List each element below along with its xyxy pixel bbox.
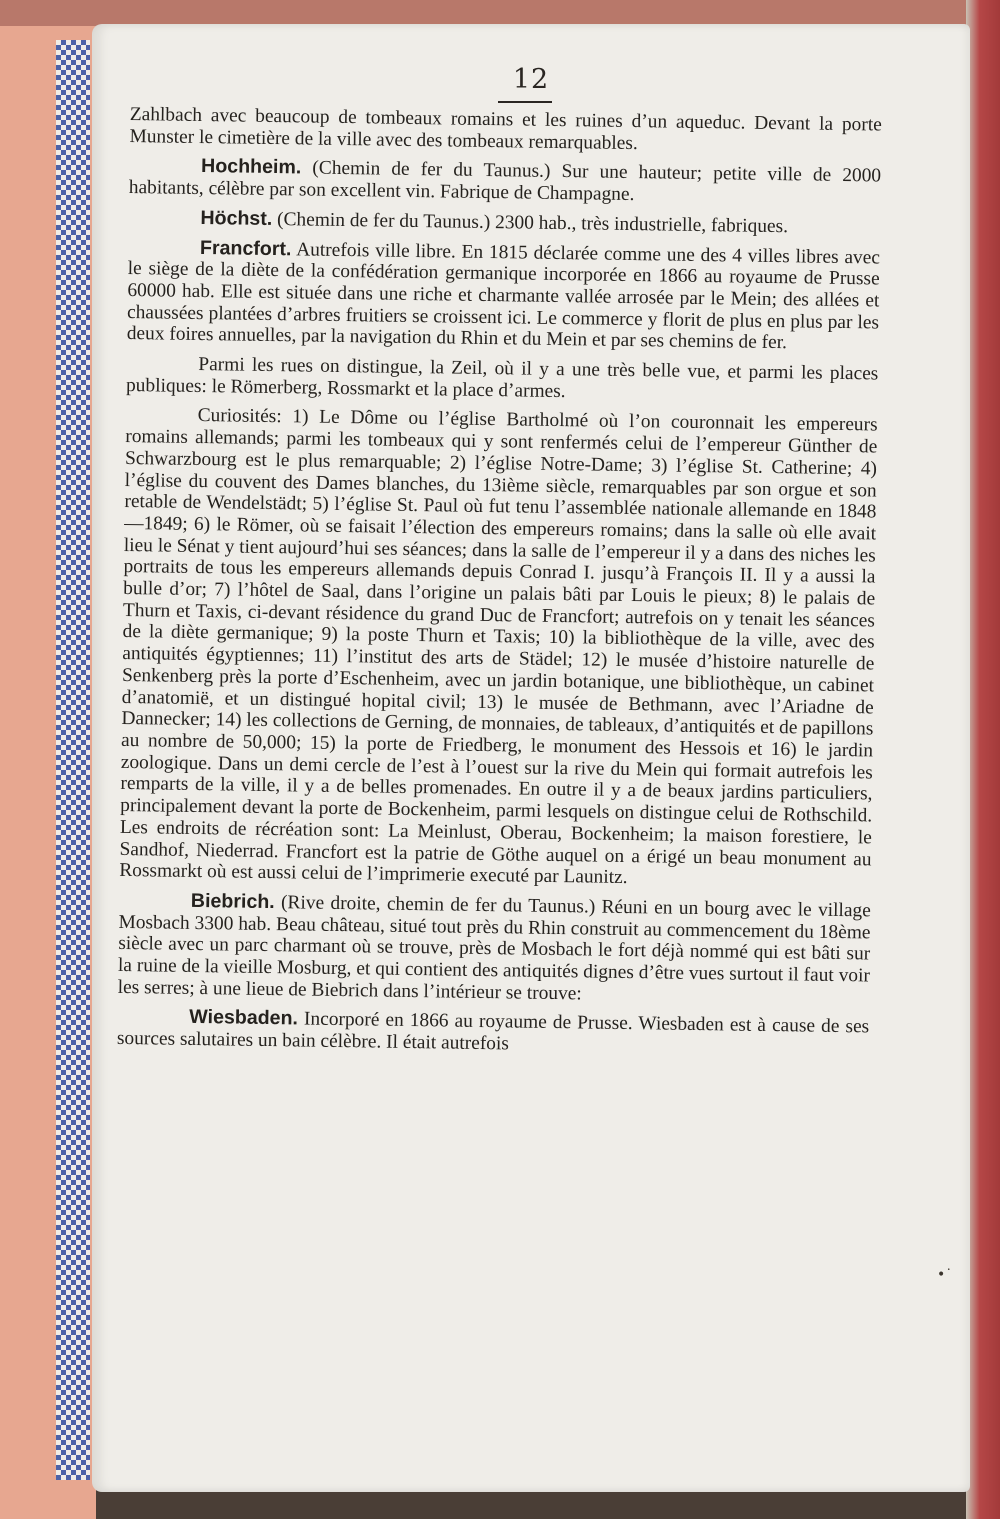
paragraph-heading: Höchst. bbox=[200, 206, 273, 230]
paragraph-body: Autrefois ville libre. En 1815 déclarée comme une des 4 villes libres avec le siège de la diète de la confédération germanique incorporée en 1866 au royaume de Prusse 60000 hab. Elle est située dans une riche et charmante vallée arrosée par le Mein; des allées et chaussées plantées d’arbres fruitiers se croissent ici. Le commerce y florit de plus en plus par les deux foires annuelles, par la navigation du Rhin et du Mein et par ses chemins de fer. bbox=[126, 238, 881, 354]
paragraph-francfort bbox=[127, 237, 880, 356]
paragraph-hochheim bbox=[129, 155, 882, 209]
page-number: 12 bbox=[512, 64, 550, 95]
paragraph-body: Curiosités: 1) Le Dôme ou l’église Bartholmé où l’on couronnait les empereurs romains allemands; parmi les tombeaux qui y sont renfermés celui de l’empereur Günther de Schwarzbourg est le plus remarquable; 2) l’église Notre-Dame; 3) l’église St. Catherine; 4) l’église du couvent des Dames blanches, du 13ième siècle, remarquables par son orgue et son retable de Wendelstädt; 5) l’église St. Paul où fut tenu l’assemblée nationale allemande en 1848—1849; 6) le Römer, où se faisait l’élection des empereurs romains; dans la salle où elle avait lieu le Sénat y tient aujourd’hui ses séances; dans la salle de l’empereur il y a dans des niches les portraits de tous les empereurs allemands depuis Conrad I. jusqu’à François II. Il y a aussi la bulle d’or; 7) l’hôtel de Saal, dans l’origine un palais bâti par Louis le pieux; 8) le palais de Thurn et Taxis, ci-devant résidence du grand Duc de Francfort; autrefois on y tenait les séances de la diète germanique; 9) la poste Thurn et Taxis; 10) la bibliothèque de la ville, avec des antiquités égyptiennes; 11) l’institut des arts de Städel; 12) le musée d’histoire naturelle de Senkenberg près la porte d’Eschenheim, avec un jardin botanique, une bibliothèque, un cabinet d’anatomië, et un distingué hopital civil; 13) le musée de Bethmann, avec l’Ariadne de Dannecker; 14) les collections de Gerning, de monnaies, de tableaux, d’antiquités et de papillons au nombre de 50,000; 15) la porte de Friedberg, le monument des Hessois et 16) le jardin zoologique. Dans un demi cercle de l’est à l’ouest sur la rive du Mein qui formait autrefois les remparts de la ville, il y a de belles promenades. En outre il y a de beaux jardins particuliers, principalement devant la porte de Bockenheim, parmi lesquels on distingue celui de Rothschild. Les endroits de récréation sont: La Meinlust, Oberau, Bockenheim; la maison forestiere, le Sandhof, Niederrad. Francfort est la patrie de Göthe auquel on a érigé un beau monument au Rossmarkt où est aussi celui de l’imprimerie executé par Launitz. bbox=[119, 405, 878, 889]
book-cover-top-edge bbox=[0, 0, 1000, 26]
paragraph-body: (Chemin de fer du Taunus.) 2300 hab., très industrielle, fabriques. bbox=[272, 208, 789, 238]
paragraph-heading: Hochheim. bbox=[200, 155, 302, 179]
book-cover-right-edge bbox=[966, 0, 1000, 1519]
paragraph-curiosites bbox=[119, 404, 878, 892]
paragraph-body: Zahlbach avec beaucoup de tombeaux romains et les ruines d’un aqueduc. Devant la porte Munster le cimetière de la ville avec des tombeaux remarquables. bbox=[129, 104, 882, 154]
page-text bbox=[117, 104, 882, 1068]
paragraph-wiesbaden bbox=[117, 1006, 870, 1060]
paragraph-biebrich bbox=[118, 890, 871, 1009]
checkered-binding bbox=[56, 40, 90, 1480]
page-number-rule bbox=[498, 101, 552, 103]
book-page bbox=[92, 24, 970, 1492]
paragraph-hochst bbox=[128, 207, 880, 239]
ink-speck: •˙ bbox=[937, 1267, 953, 1283]
paragraph-body: Parmi les rues on distingue, la Zeil, où il y a une très belle vue, et parmi les places publiques: le Römerberg, Rossmarkt et la place d’armes. bbox=[125, 354, 879, 402]
paragraph-heading: Biebrich. bbox=[190, 889, 275, 914]
paragraph-rues bbox=[126, 353, 879, 407]
paragraph-body: (Chemin de fer du Taunus.) Sur une hauteur; petite ville de 2000 habitants, célèbre par son excellent vin. Fabrique de Champagne. bbox=[128, 157, 882, 206]
paragraph-body: (Rive droite, chemin de fer du Taunus.) Réuni en un bourg avec le village Mosbach 3300 hab. Beau château, situé tout près du Rhin construit au commencement du 18ème siècle avec un parc charmant où se trouve, près de Mosbach le fort déjà nommé qui est bâti sur la ruine de la vieille Mosburg, et qui contient des antiquités dignes d’être vues surtout il faut voir les serres; à une lieue de Biebrich dans l’intérieur se trouve: bbox=[117, 892, 871, 1005]
paragraph-body: Incorporé en 1866 au royaume de Prusse. Wiesbaden est à cause de ses sources salutaires un bain célèbre. Il était autrefois bbox=[116, 1008, 870, 1055]
paragraph-heading: Wiesbaden. bbox=[189, 1006, 299, 1030]
paragraph-zahlbach bbox=[129, 104, 882, 158]
paragraph-heading: Francfort. bbox=[199, 236, 292, 260]
